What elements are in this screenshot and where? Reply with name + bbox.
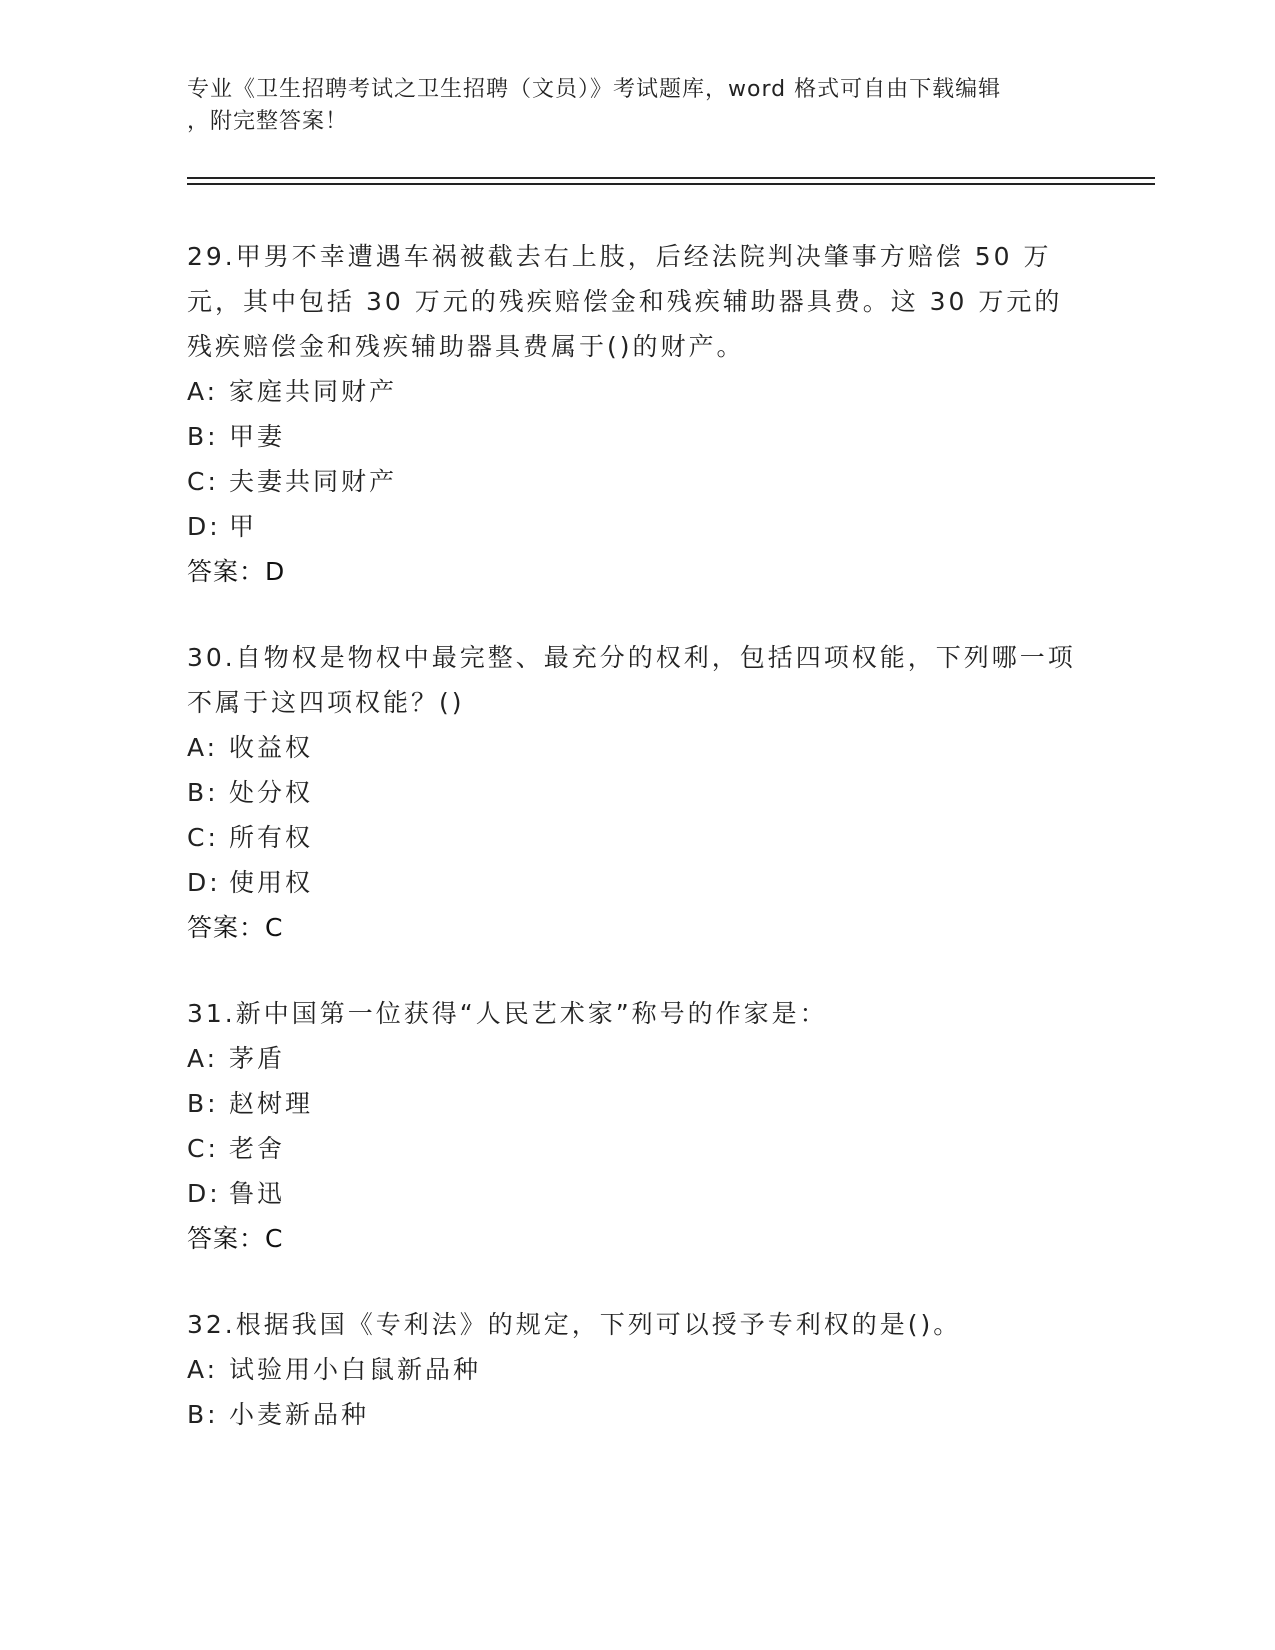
option-text: 使用权 [229, 868, 314, 897]
option-key: C: [187, 823, 219, 852]
option-key: A: [187, 1355, 219, 1384]
option-key: A: [187, 733, 219, 762]
option-a [187, 369, 1087, 414]
option-a [187, 725, 1087, 770]
option-key: A: [187, 1044, 219, 1073]
option-c [187, 1126, 1087, 1171]
option-key: B: [187, 1089, 219, 1118]
option-text: 小麦新品种 [229, 1400, 370, 1429]
question-29 [187, 234, 1087, 595]
option-c [187, 459, 1087, 504]
option-a [187, 1347, 1087, 1392]
option-text: 所有权 [229, 823, 314, 852]
header-rule-bottom [187, 183, 1155, 185]
option-key: C: [187, 467, 219, 496]
question-32 [187, 1302, 1087, 1437]
option-text: 甲妻 [229, 422, 286, 451]
option-text: 试验用小白鼠新品种 [229, 1355, 482, 1384]
option-b [187, 414, 1087, 459]
option-key: D: [187, 512, 221, 541]
option-c [187, 815, 1087, 860]
option-b [187, 1392, 1087, 1437]
question-text: 30.自物权是物权中最完整、最充分的权利，包括四项权能，下列哪一项不属于这四项权能？() [187, 643, 1076, 717]
question-text: 31.新中国第一位获得“人民艺术家”称号的作家是： [187, 999, 828, 1028]
document-header [187, 74, 1067, 138]
option-b [187, 770, 1087, 815]
option-key: C: [187, 1134, 219, 1163]
option-d [187, 860, 1087, 905]
question-31 [187, 991, 1087, 1262]
answer-line: 答案：C [187, 913, 284, 942]
option-text: 甲 [229, 512, 258, 541]
header-line-1: 专业《卫生招聘考试之卫生招聘（文员）》考试题库，word 格式可自由下载编辑 [187, 77, 1002, 102]
option-text: 赵树理 [229, 1089, 314, 1118]
option-b [187, 1081, 1087, 1126]
option-text: 家庭共同财产 [229, 377, 398, 406]
option-key: D: [187, 868, 221, 897]
option-text: 处分权 [229, 778, 314, 807]
question-30 [187, 635, 1087, 951]
option-key: B: [187, 1400, 219, 1429]
option-text: 鲁迅 [229, 1179, 286, 1208]
question-text: 32.根据我国《专利法》的规定，下列可以授予专利权的是()。 [187, 1310, 962, 1339]
option-d [187, 504, 1087, 549]
option-key: D: [187, 1179, 221, 1208]
option-key: A: [187, 377, 219, 406]
option-key: B: [187, 778, 219, 807]
option-text: 收益权 [229, 733, 314, 762]
header-line-2: ，附完整答案！ [187, 109, 349, 134]
header-rule-top [187, 177, 1155, 179]
question-text: 29.甲男不幸遭遇车祸被截去右上肢，后经法院判决肇事方赔偿 50 万元，其中包括 30 万元的残疾赔偿金和残疾辅助器具费。这 30 万元的残疾赔偿金和残疾辅助器具费属于()的财产。 [187, 242, 1063, 361]
answer-line: 答案：D [187, 557, 286, 586]
option-text: 老舍 [229, 1134, 286, 1163]
option-text: 茅盾 [229, 1044, 286, 1073]
option-d [187, 1171, 1087, 1216]
answer-line: 答案：C [187, 1224, 284, 1253]
option-key: B: [187, 422, 219, 451]
question-list [187, 234, 1087, 1477]
option-a [187, 1036, 1087, 1081]
option-text: 夫妻共同财产 [229, 467, 398, 496]
